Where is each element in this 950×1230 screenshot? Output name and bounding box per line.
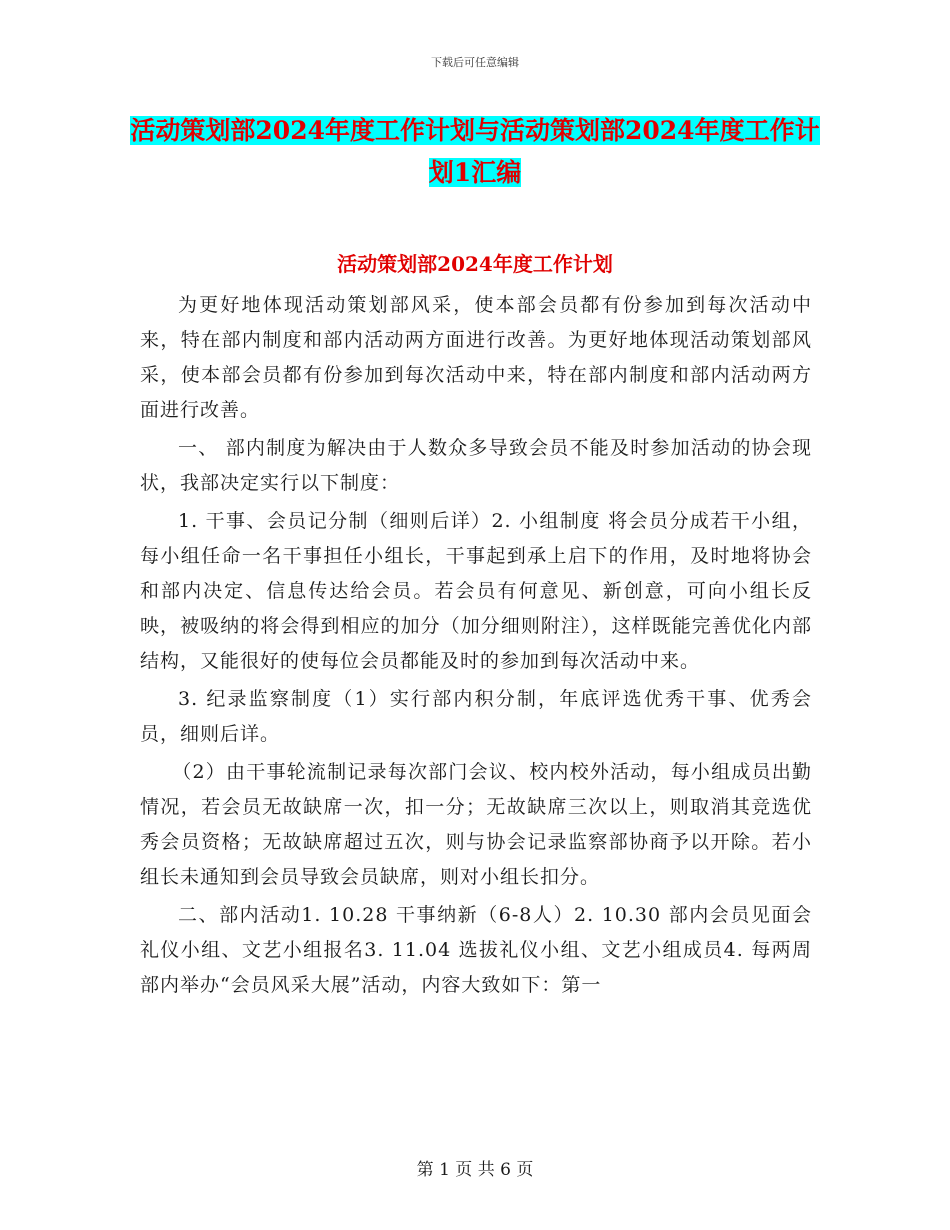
paragraph-section-two: 二、部内活动1. 10.28 干事纳新（6-8人）2. 10.30 部内会员见面会 礼仪小组、文艺小组报名3. 11.04 选拔礼仪小组、文艺小组成员4. 每两周部内举办“会员风采大展”活动，内容大致如下：第一 (140, 904, 812, 996)
paragraph-section-one: 一、 部内制度为解决由于人数众多导致会员不能及时参加活动的协会现状，我部决定实行以下制度： (140, 437, 812, 494)
document-title (130, 110, 820, 194)
paragraph-item-3: 3. 纪录监察制度（1）实行部内积分制，年底评选优秀干事、优秀会员，细则后详。 (140, 688, 812, 745)
paragraph-item-1-2: 1. 干事、会员记分制（细则后详）2. 小组制度 将会员分成若干小组，每小组任命一名干事担任小组长，干事起到承上启下的作用，及时地将协会和部内决定、信息传达给会员。若会员有何意见、新创意，可向小组长反映，被吸纳的将会得到相应的加分（加分细则附注），这样既能完善优化内部结构，又能很好的使每位会员都能及时的参加到每次活动中来。 (140, 510, 812, 672)
paragraph-intro: 为更好地体现活动策划部风采，使本部会员都有份参加到每次活动中来，特在部内制度和部内活动两方面进行改善。为更好地体现活动策划部风采，使本部会员都有份参加到每次活动中来，特在部内制度和部内活动两方面进行改善。 (140, 294, 812, 421)
body-text (140, 288, 812, 1006)
section-title: 活动策划部2024年度工作计划 (337, 252, 613, 276)
header-note: 下载后可任意编辑 (431, 56, 519, 69)
document-title-text: 活动策划部2024年度工作计划与活动策划部2024年度工作计划1汇编 (130, 116, 820, 187)
page-number-footer: 第 1 页 共 6 页 (416, 1160, 534, 1180)
paragraph-item-3-2: （2）由干事轮流制记录每次部门会议、校内校外活动，每小组成员出勤情况，若会员无故缺席一次，扣一分；无故缺席三次以上，则取消其竞选优秀会员资格；无故缺席超过五次，则与协会记录监察部协商予以开除。若小组长未通知到会员导致会员缺席，则对小组长扣分。 (140, 761, 812, 888)
